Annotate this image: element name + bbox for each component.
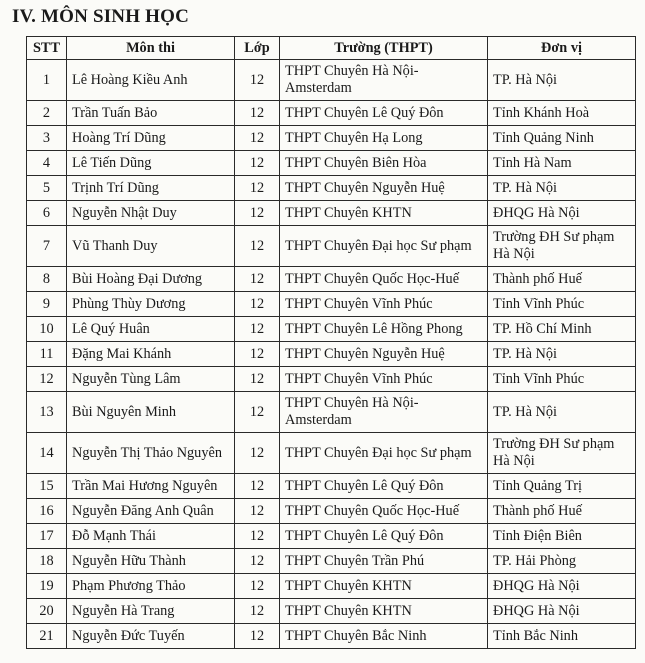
table-row	[27, 292, 636, 317]
cell-stt: 16	[27, 499, 67, 524]
cell-stt: 5	[27, 176, 67, 201]
cell-grade: 12	[235, 201, 280, 226]
header-don-vi: Đơn vị	[488, 37, 636, 60]
cell-school: THPT Chuyên Đại học Sư phạm	[280, 433, 488, 474]
cell-student-name: Bùi Hoàng Đại Dương	[67, 267, 235, 292]
section-heading: IV. MÔN SINH HỌC	[12, 6, 190, 27]
table-row	[27, 60, 636, 101]
cell-school: THPT Chuyên Quốc Học-Huế	[280, 499, 488, 524]
table-row	[27, 201, 636, 226]
cell-stt: 13	[27, 392, 67, 433]
table-row	[27, 101, 636, 126]
cell-student-name: Trịnh Trí Dũng	[67, 176, 235, 201]
cell-stt: 15	[27, 474, 67, 499]
cell-stt: 6	[27, 201, 67, 226]
cell-school: THPT Chuyên KHTN	[280, 201, 488, 226]
cell-unit: TP. Hải Phòng	[488, 549, 636, 574]
cell-unit: Trường ĐH Sư phạm Hà Nội	[488, 226, 636, 267]
cell-unit: Tỉnh Khánh Hoà	[488, 101, 636, 126]
cell-stt: 1	[27, 60, 67, 101]
cell-unit: TP. Hà Nội	[488, 342, 636, 367]
header-stt: STT	[27, 37, 67, 60]
cell-grade: 12	[235, 226, 280, 267]
cell-grade: 12	[235, 292, 280, 317]
cell-student-name: Lê Tiến Dũng	[67, 151, 235, 176]
cell-school: THPT Chuyên Lê Quý Đôn	[280, 524, 488, 549]
cell-stt: 8	[27, 267, 67, 292]
cell-student-name: Nguyễn Hữu Thành	[67, 549, 235, 574]
cell-stt: 3	[27, 126, 67, 151]
cell-grade: 12	[235, 176, 280, 201]
header-truong: Trường (THPT)	[280, 37, 488, 60]
cell-grade: 12	[235, 624, 280, 649]
cell-unit: Trường ĐH Sư phạm Hà Nội	[488, 433, 636, 474]
table-row	[27, 176, 636, 201]
cell-unit: ĐHQG Hà Nội	[488, 201, 636, 226]
cell-grade: 12	[235, 367, 280, 392]
cell-grade: 12	[235, 151, 280, 176]
table-row	[27, 549, 636, 574]
cell-grade: 12	[235, 60, 280, 101]
cell-student-name: Nguyễn Thị Thảo Nguyên	[67, 433, 235, 474]
table-row	[27, 392, 636, 433]
cell-student-name: Đỗ Mạnh Thái	[67, 524, 235, 549]
cell-unit: Tỉnh Bắc Ninh	[488, 624, 636, 649]
cell-grade: 12	[235, 599, 280, 624]
cell-school: THPT Chuyên KHTN	[280, 599, 488, 624]
table-row	[27, 574, 636, 599]
cell-school: THPT Chuyên Biên Hòa	[280, 151, 488, 176]
table-row	[27, 624, 636, 649]
cell-unit: Tỉnh Quảng Trị	[488, 474, 636, 499]
cell-student-name: Trần Mai Hương Nguyên	[67, 474, 235, 499]
cell-stt: 18	[27, 549, 67, 574]
cell-grade: 12	[235, 317, 280, 342]
cell-stt: 7	[27, 226, 67, 267]
table-row	[27, 367, 636, 392]
cell-student-name: Đặng Mai Khánh	[67, 342, 235, 367]
table-row	[27, 151, 636, 176]
cell-student-name: Lê Hoàng Kiều Anh	[67, 60, 235, 101]
cell-student-name: Nguyễn Nhật Duy	[67, 201, 235, 226]
cell-student-name: Lê Quý Huân	[67, 317, 235, 342]
cell-school: THPT Chuyên Bắc Ninh	[280, 624, 488, 649]
cell-school: THPT Chuyên Quốc Học-Huế	[280, 267, 488, 292]
cell-grade: 12	[235, 474, 280, 499]
cell-student-name: Phạm Phương Thảo	[67, 574, 235, 599]
cell-stt: 17	[27, 524, 67, 549]
cell-school: THPT Chuyên Hạ Long	[280, 126, 488, 151]
table-row	[27, 126, 636, 151]
cell-unit: Tỉnh Điện Biên	[488, 524, 636, 549]
cell-stt: 12	[27, 367, 67, 392]
cell-unit: TP. Hồ Chí Minh	[488, 317, 636, 342]
table-row	[27, 317, 636, 342]
cell-unit: Tỉnh Quảng Ninh	[488, 126, 636, 151]
cell-grade: 12	[235, 342, 280, 367]
cell-unit: Tỉnh Vĩnh Phúc	[488, 367, 636, 392]
cell-stt: 10	[27, 317, 67, 342]
cell-stt: 19	[27, 574, 67, 599]
table-row	[27, 474, 636, 499]
cell-school: THPT Chuyên Hà Nội-Amsterdam	[280, 60, 488, 101]
header-mon-thi: Môn thi	[67, 37, 235, 60]
cell-school: THPT Chuyên Vĩnh Phúc	[280, 292, 488, 317]
cell-grade: 12	[235, 574, 280, 599]
cell-school: THPT Chuyên Nguyễn Huệ	[280, 342, 488, 367]
cell-grade: 12	[235, 433, 280, 474]
table-row	[27, 499, 636, 524]
cell-school: THPT Chuyên Nguyễn Huệ	[280, 176, 488, 201]
table-row	[27, 599, 636, 624]
cell-student-name: Hoàng Trí Dũng	[67, 126, 235, 151]
table-row	[27, 226, 636, 267]
cell-school: THPT Chuyên Hà Nội-Amsterdam	[280, 392, 488, 433]
cell-unit: Thành phố Huế	[488, 499, 636, 524]
cell-unit: Thành phố Huế	[488, 267, 636, 292]
cell-unit: ĐHQG Hà Nội	[488, 574, 636, 599]
cell-student-name: Nguyễn Tùng Lâm	[67, 367, 235, 392]
cell-school: THPT Chuyên Lê Quý Đôn	[280, 474, 488, 499]
cell-stt: 9	[27, 292, 67, 317]
cell-unit: TP. Hà Nội	[488, 176, 636, 201]
cell-school: THPT Chuyên Lê Hồng Phong	[280, 317, 488, 342]
cell-grade: 12	[235, 392, 280, 433]
header-lop: Lớp	[235, 37, 280, 60]
cell-school: THPT Chuyên KHTN	[280, 574, 488, 599]
cell-stt: 2	[27, 101, 67, 126]
table-header-row	[27, 37, 636, 60]
cell-grade: 12	[235, 126, 280, 151]
cell-unit: TP. Hà Nội	[488, 392, 636, 433]
cell-grade: 12	[235, 524, 280, 549]
table-row	[27, 524, 636, 549]
cell-grade: 12	[235, 549, 280, 574]
cell-student-name: Nguyễn Đăng Anh Quân	[67, 499, 235, 524]
cell-stt: 14	[27, 433, 67, 474]
cell-grade: 12	[235, 499, 280, 524]
cell-grade: 12	[235, 267, 280, 292]
cell-unit: TP. Hà Nội	[488, 60, 636, 101]
cell-student-name: Nguyễn Đức Tuyến	[67, 624, 235, 649]
cell-school: THPT Chuyên Vĩnh Phúc	[280, 367, 488, 392]
cell-unit: Tỉnh Vĩnh Phúc	[488, 292, 636, 317]
cell-stt: 11	[27, 342, 67, 367]
cell-school: THPT Chuyên Lê Quý Đôn	[280, 101, 488, 126]
cell-school: THPT Chuyên Trần Phú	[280, 549, 488, 574]
table-row	[27, 267, 636, 292]
cell-unit: ĐHQG Hà Nội	[488, 599, 636, 624]
cell-school: THPT Chuyên Đại học Sư phạm	[280, 226, 488, 267]
cell-student-name: Nguyễn Hà Trang	[67, 599, 235, 624]
table-row	[27, 433, 636, 474]
student-table	[26, 36, 636, 649]
cell-unit: Tỉnh Hà Nam	[488, 151, 636, 176]
cell-stt: 21	[27, 624, 67, 649]
cell-stt: 4	[27, 151, 67, 176]
cell-grade: 12	[235, 101, 280, 126]
cell-student-name: Bùi Nguyên Minh	[67, 392, 235, 433]
table-row	[27, 342, 636, 367]
cell-student-name: Phùng Thùy Dương	[67, 292, 235, 317]
cell-student-name: Trần Tuấn Bảo	[67, 101, 235, 126]
cell-student-name: Vũ Thanh Duy	[67, 226, 235, 267]
cell-stt: 20	[27, 599, 67, 624]
